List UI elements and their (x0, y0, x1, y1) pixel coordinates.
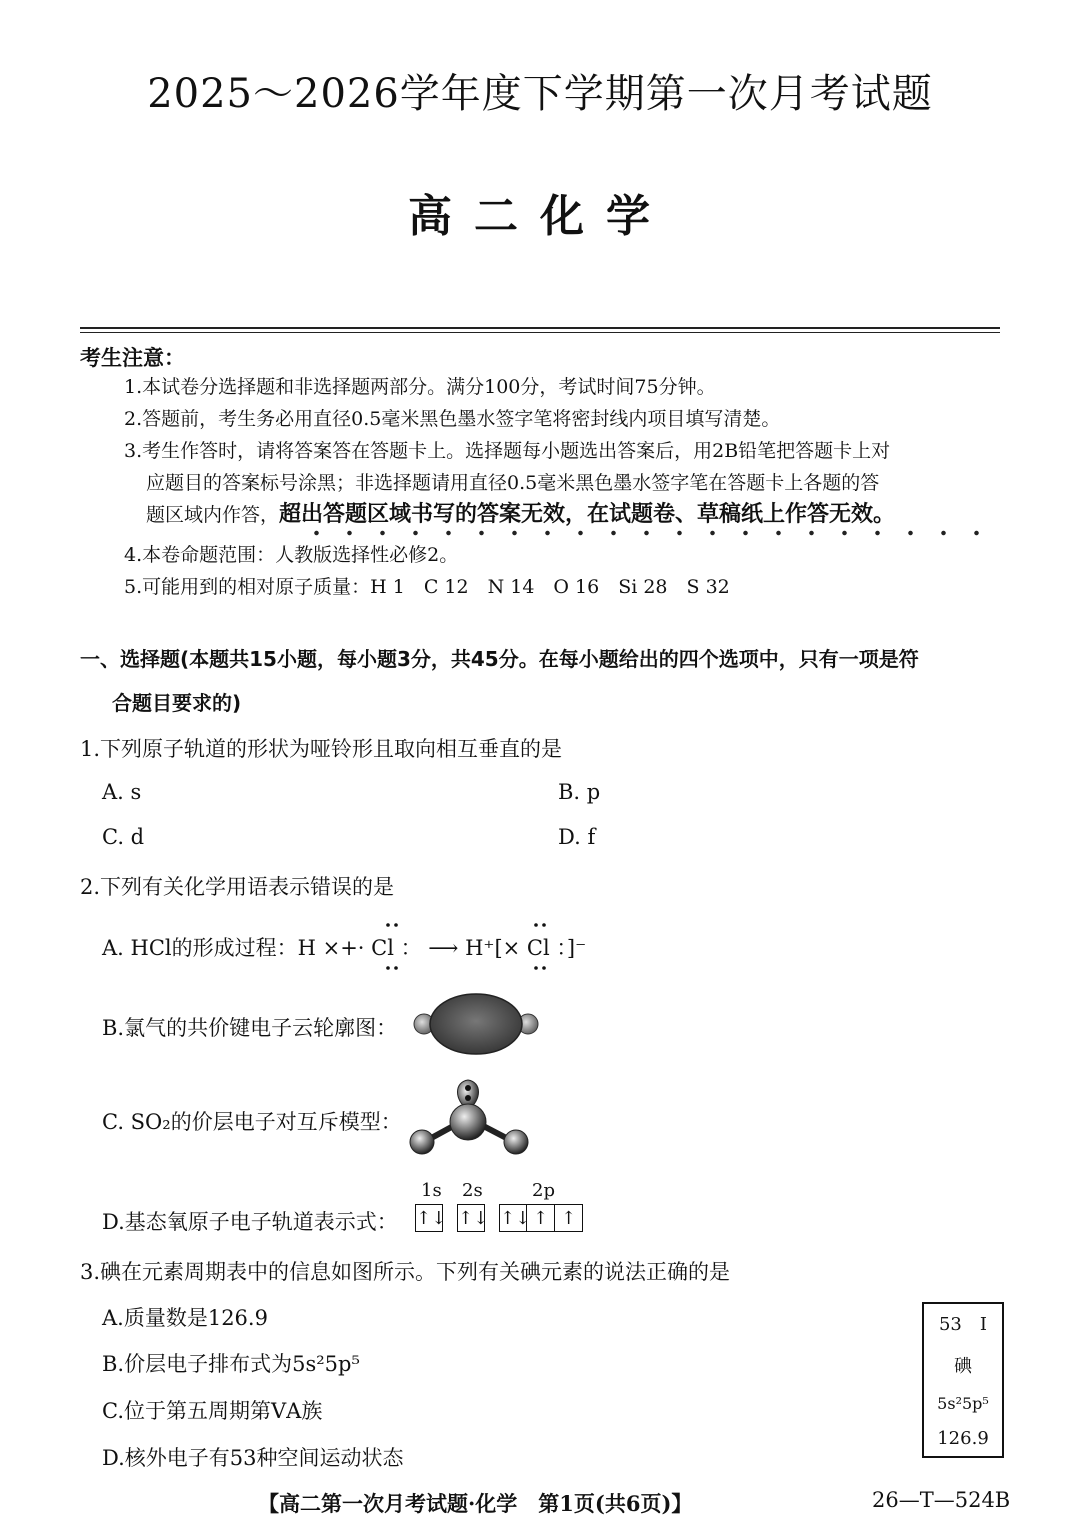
so2-vsepr-model-icon (404, 1072, 534, 1162)
q3-option-d: D.核外电子有53种空间运动状态 (102, 1446, 404, 1470)
emphasis-dots (300, 528, 980, 538)
iodine-element-card (922, 1302, 1004, 1458)
notice-item: 5.可能用到的相对原子质量：H 1 C 12 N 14 O 16 Si 28 S 32 (124, 576, 730, 598)
orbital-label-1s: 1s (421, 1180, 442, 1201)
orbital-label-2p: 2p (532, 1180, 555, 1201)
notice-emphasis: 超出答题区域书写的答案无效，在试题卷、草稿纸上作答无效。 (279, 502, 896, 527)
q2-option-b: B.氯气的共价键电子云轮廓图： (102, 1016, 398, 1040)
element-mass: 126.9 (937, 1428, 989, 1449)
q3-option-b: B.价层电子排布式为5s²5p⁵ (102, 1352, 360, 1376)
q1-option-d: D. f (558, 825, 596, 849)
orbital-label-2s: 2s (462, 1180, 483, 1201)
question-2-stem: 2.下列有关化学用语表示错误的是 (80, 875, 395, 899)
element-config: 5s²5p⁵ (937, 1394, 989, 1413)
hcl-formation-formula: H ×+· Cl ： ⟶ H⁺[× Cl ：]⁻ (297, 936, 587, 960)
notice-item (146, 500, 895, 530)
q1-option-c: C. d (102, 825, 145, 849)
q1-option-a: A. s (102, 780, 142, 804)
divider-rule (80, 327, 1000, 329)
notice-item: 应题目的答案标号涂黑；非选择题请用直径0.5毫米黑色墨水签字笔在答题卡上各题的答 (146, 472, 880, 494)
orbital-box: ↑ (555, 1204, 583, 1232)
q3-option-a: A.质量数是126.9 (102, 1306, 268, 1330)
notice-item-text: 题区域内作答， (146, 504, 280, 526)
divider-rule (80, 332, 1000, 333)
notice-title: 考生注意： (80, 345, 185, 370)
subject-title: 高二化学 (408, 191, 672, 242)
notice-item: 3.考生作答时，请将答案答在答题卡上。选择题每小题选出答案后，用2B铅笔把答题卡上对 (124, 440, 891, 462)
exam-title: 2025～2026学年度下学期第一次月考试题 (147, 71, 933, 117)
q2-option-a-text: A. HCl的形成过程： (102, 936, 298, 960)
orbital-box: ↑↓ (499, 1204, 527, 1232)
q1-option-b: B. p (558, 780, 601, 804)
footer-page-info: 【高二第一次月考试题·化学 第1页(共6页)】 (258, 1491, 693, 1516)
section-heading: 一、选择题(本题共15小题，每小题3分，共45分。在每小题给出的四个选项中，只有一项是符 (80, 647, 919, 671)
notice-item: 4.本卷命题范围：人教版选择性必修2。 (124, 544, 459, 566)
lewis-dots (297, 922, 600, 972)
element-symbol: I (979, 1314, 988, 1335)
orbital-box: ↑↓ (457, 1204, 485, 1232)
element-header (924, 1310, 1002, 1336)
notice-item: 2.答题前，考生务必用直径0.5毫米黑色墨水签字笔将密封线内项目填写清楚。 (124, 408, 781, 430)
q2-option-c: C. SO₂的价层电子对互斥模型： (102, 1110, 402, 1134)
question-1-stem: 1.下列原子轨道的形状为哑铃形且取向相互垂直的是 (80, 737, 563, 761)
question-3-stem: 3.碘在元素周期表中的信息如图所示。下列有关碘元素的说法正确的是 (80, 1260, 731, 1284)
notice-item: 1.本试卷分选择题和非选择题两部分。满分100分，考试时间75分钟。 (124, 376, 716, 398)
orbital-box: ↑↓ (415, 1204, 443, 1232)
q2-option-d: D.基态氧原子电子轨道表示式： (102, 1210, 398, 1234)
q3-option-c: C.位于第五周期第ⅤA族 (102, 1399, 323, 1423)
footer-code: 26—T—524B (872, 1488, 1011, 1512)
oxygen-orbital-diagram (415, 1204, 597, 1232)
element-name: 碘 (954, 1356, 972, 1377)
orbital-box: ↑ (527, 1204, 555, 1232)
element-number: 53 (938, 1314, 962, 1335)
chlorine-electron-cloud-icon (412, 990, 542, 1058)
section-heading-cont: 合题目要求的) (112, 691, 242, 715)
